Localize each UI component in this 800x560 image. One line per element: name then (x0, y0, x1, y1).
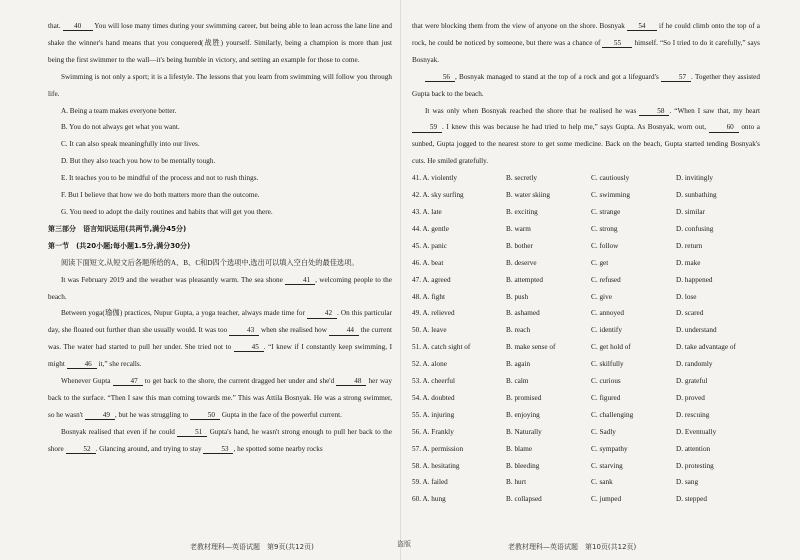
question-row: 59. A. failed B. hurt C. sank D. sang (412, 478, 699, 487)
subsection-title: 第一节 (共20小题;每小题1.5分,满分30分) (48, 241, 191, 250)
question-row: 53. A. cheerful B. calm C. curious D. grateful (412, 377, 708, 386)
blank-54: 54 (627, 23, 657, 31)
option-a: A. Being a team makes everyone better. (60, 106, 177, 115)
question-row: 58. A. hesitating B. bleeding C. starving D. protesting (412, 461, 714, 470)
question-row: 55. A. injuring B. enjoying C. challenging D. rescuing (412, 410, 710, 419)
blank-51: 51 (177, 429, 207, 437)
paragraph-q40: that. 40 You will lose many times during your swimming career, but being able to lean across the lane line and shake the winner's hand means that you conquered(战胜) yourself. Similarly, being a champion is more than just being the first swimmer to the wall—it's being humble in victory, and setting an example for those to come. (48, 22, 392, 64)
blank-42: 42 (307, 310, 337, 318)
blank-48: 48 (336, 378, 366, 386)
option-g: G. You need to adopt the daily routines and habits that will get you there. (60, 207, 273, 216)
question-row: 57. A. permission B. blame C. sympathy D. attention (412, 444, 711, 453)
question-row: 48. A. fight B. push C. give D. lose (412, 292, 697, 301)
question-row: 44. A. gentle B. warm C. strong D. confusing (412, 224, 714, 233)
question-row: 47. A. agreed B. attempted C. refused D. happened (412, 275, 713, 284)
blank-56: 56 (425, 74, 455, 82)
blank-46: 46 (67, 361, 97, 369)
blank-53: 53 (203, 446, 233, 454)
question-row: 54. A. doubted B. promised C. figured D. proved (412, 393, 705, 402)
question-list (412, 170, 760, 508)
blank-55: 55 (602, 40, 632, 48)
option-f: F. But I believe that how we do both matters more than the outcome. (60, 191, 260, 200)
instructions: 阅读下面短文,从短文后各题所给的A、B、C和D四个选项中,选出可以填入空白处的最佳选项。 (60, 258, 359, 267)
paragraph-rocks: that were blocking them from the view of anyone on the shore. Bosnyak 54 if he could climb onto the top of a rock, he could be noticed by someone, but there was a chance of 55 himself. “So I tried to do it carefully,” says Bosnyak. (412, 22, 760, 64)
paragraph-only-when: It was only when Bosnyak reached the shore that he realised he was 58 . “When I saw that, my heart 59 . I knew this was because he had tried to help me,” says Gupta. As Bosnyak, worn out, 60 onto a sunbed, Gupta jogged to the nearest store to get some medicine. Back on the beach, Gupta started tending Bosnyak's cuts. He smiled gratefully. (412, 106, 761, 166)
option-e: E. It teaches you to be mindful of the process and not to rush things. (60, 174, 259, 183)
question-row: 41. A. violently B. secretly C. cautiously D. invitingly (412, 174, 713, 183)
right-page-footer: 老教材理科—英语试题 第10页(共12页) (508, 543, 637, 551)
section-title: 第三部分 语言知识运用(共两节,满分45分) (48, 224, 187, 233)
blank-41: 41 (285, 277, 315, 285)
paragraph-february: It was February 2019 and the weather was pleasantly warm. The sea shone 41 , welcoming people to the beach. (48, 275, 392, 301)
options-list (48, 103, 392, 221)
paragraph-managed: 56 , Bosnyak managed to stand at the top of a rock and got a lifeguard's 57 . Together they assisted Gupta back to the beach. (412, 72, 760, 98)
option-d: D. But they also teach you how to be mentally tough. (60, 157, 216, 166)
question-row: 43. A. late B. exciting C. strange D. similar (412, 207, 705, 216)
right-page (412, 18, 760, 508)
left-page-footer: 老教材理科—英语试题 第9页(共12页) (190, 543, 314, 551)
left-page (48, 18, 392, 458)
page-gutter (400, 0, 401, 560)
blank-47: 47 (113, 378, 143, 386)
blank-50: 50 (190, 412, 220, 420)
blank-57: 57 (661, 74, 691, 82)
blank-58: 58 (639, 108, 669, 116)
option-c: C. It can also speak meaningfully into our lives. (60, 140, 200, 149)
blank-43: 43 (229, 327, 259, 335)
option-b: B. You do not always get what you want. (60, 123, 180, 132)
question-row: 46. A. beat B. deserve C. get D. make (412, 258, 701, 267)
question-row: 60. A. hung B. collapsed C. jumped D. stepped (412, 495, 707, 504)
blank-52: 52 (66, 446, 96, 454)
paragraph-bosnyak: Bosnyak realised that even if he could 51 Gupta's hand, he wasn't strong enough to pull her back to the shore 52 . Glancing around, and trying to stay 53 , he spotted some nearby rocks (48, 427, 393, 453)
question-row: 49. A. relieved B. ashamed C. annoyed D. scared (412, 309, 704, 318)
blank-59: 59 (412, 124, 442, 132)
watermark-stamp: 盗版 (397, 540, 411, 548)
paragraph-whenever: Whenever Gupta 47 to get back to the shore, the current dragged her under and she'd 48 her way back to the surface. “Then I saw this man coming towards me.” This was Attila Bosnyak. He was a strong swimmer, so he wasn't 49 , but he was struggling to 50 Gupta in the face of the powerful current. (48, 377, 392, 419)
question-row: 56. A. Frankly B. Naturally C. Sadly D. Eventually (412, 427, 717, 436)
paragraph-lifestyle: Swimming is not only a sport; it is a lifestyle. The lessons that you learn from swimming will follow you through life. (48, 72, 392, 98)
blank-60: 60 (709, 124, 739, 132)
question-row: 42. A. sky surfing B. water skiing C. swimming D. sunbathing (412, 191, 717, 200)
blank-44: 44 (329, 327, 359, 335)
question-row: 52. A. alone B. again C. skilfully D. randomly (412, 360, 713, 369)
paragraph-yoga: Between yoga(瑜伽) practices, Nupur Gupta, a yoga teacher, always made time for 42 . On this particular day, she floated out further than she usually would. It was too 43 when she realised how 44 the current was. The water had started to pull her under. She tried not to 45 . “I knew if I constantly keep swimming, I might 46 it,” she recalls. (48, 309, 393, 369)
question-row: 51. A. catch sight of B. make sense of C. get hold of D. take advantage of (412, 343, 736, 352)
blank-40: 40 (63, 23, 93, 31)
blank-45: 45 (234, 344, 264, 352)
question-row: 50. A. leave B. reach C. identify D. understand (412, 326, 717, 335)
question-row: 45. A. panic B. bother C. follow D. return (412, 241, 703, 250)
blank-49: 49 (85, 412, 115, 420)
